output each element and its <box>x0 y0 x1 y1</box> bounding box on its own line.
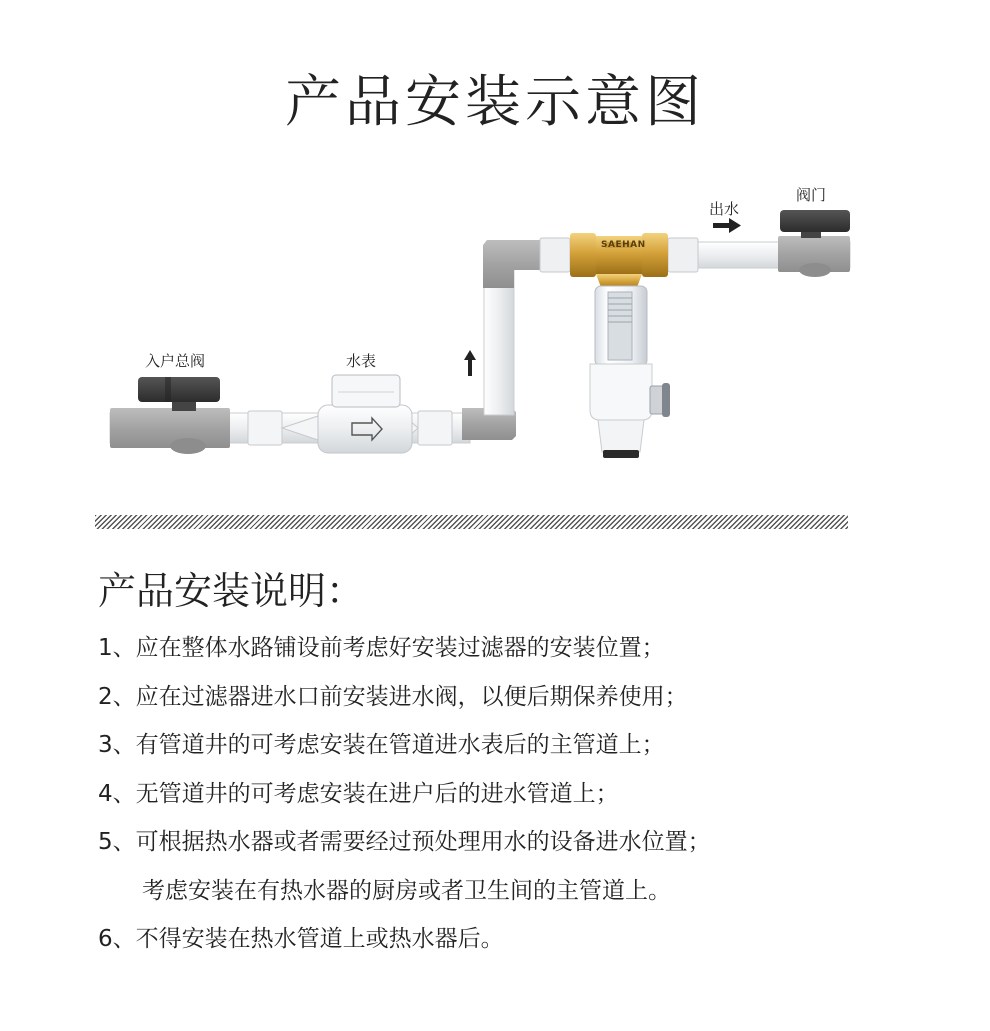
flow-arrow-up-icon <box>464 350 476 376</box>
instruction-item: 5、可根据热水器或者需要经过预处理用水的设备进水位置； <box>98 829 711 855</box>
water-out-label: 出水 <box>709 200 740 218</box>
pipe-elbow-icon <box>483 240 545 288</box>
brand-label: SAEHAN <box>601 240 646 250</box>
page-title: 产品安装示意图 <box>285 70 705 135</box>
installation-diagram <box>0 170 990 470</box>
instruction-item: 2、应在过滤器进水口前安装进水阀，以便后期保养使用； <box>98 683 688 710</box>
instruction-item: 考虑安装在有热水器的厨房或者卫生间的主管道上。 <box>142 877 671 904</box>
riser-pipe <box>484 270 514 415</box>
instruction-item: 6、不得安装在热水管道上或热水器后。 <box>98 926 504 952</box>
instruction-item: 3、有管道井的可考虑安装在管道进水表后的主管道上； <box>98 732 665 758</box>
flow-arrow-right-icon <box>713 218 741 233</box>
water-meter-label: 水表 <box>346 352 377 370</box>
valve-label: 阀门 <box>796 186 827 204</box>
instruction-item: 4、无管道井的可考虑安装在进户后的进水管道上； <box>98 780 619 807</box>
instructions-heading: 产品安装说明： <box>98 569 365 613</box>
main-valve-label: 入户总阀 <box>145 352 206 370</box>
main-valve-icon <box>110 377 230 454</box>
outlet-valve-icon <box>778 210 850 277</box>
section-divider <box>95 515 848 529</box>
prefilter-icon <box>540 233 698 458</box>
instructions-list <box>98 636 711 976</box>
instruction-item: 1、应在整体水路铺设前考虑好安装过滤器的安装位置； <box>98 635 665 661</box>
